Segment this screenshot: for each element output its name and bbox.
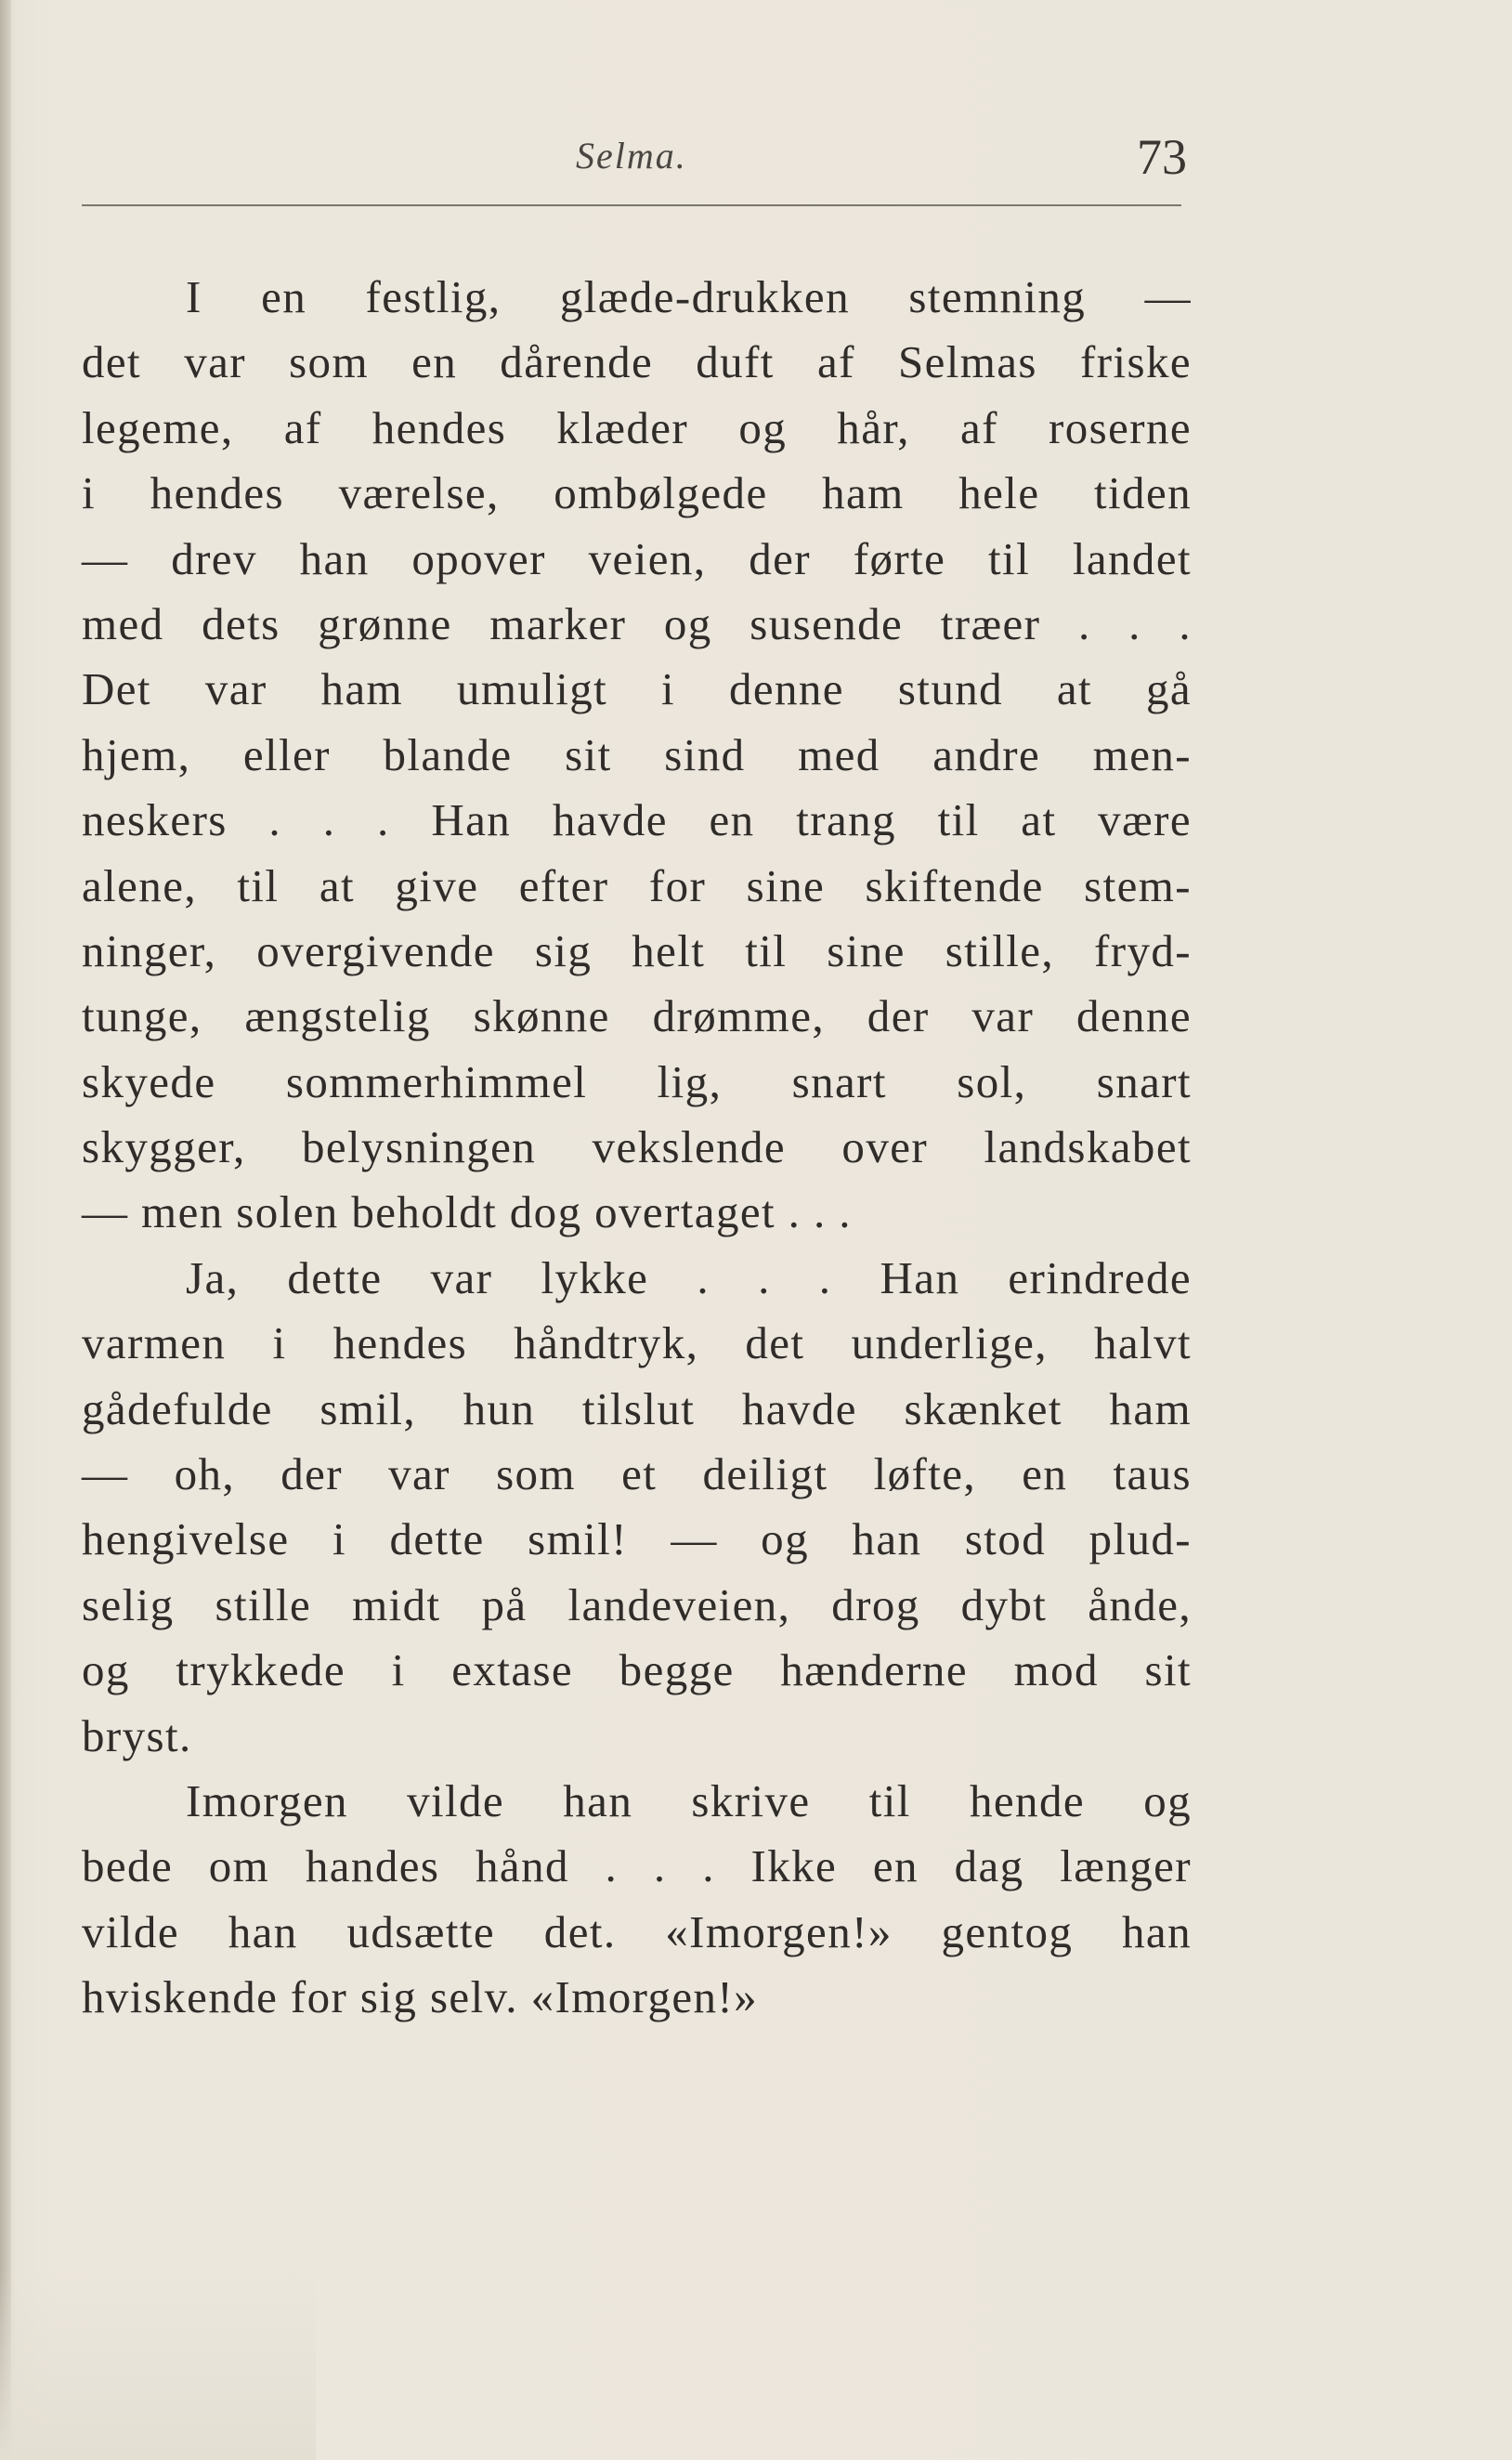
text-line: — drev han opover veien, der førte til landet — [82, 532, 1192, 584]
text-line: gådefulde smil, hun tilslut havde skænket ham — [82, 1382, 1192, 1434]
text-line: alene, til at give efter for sine skiftende stem- — [82, 859, 1192, 911]
text-line: skygger, belysningen vekslende over landskabet — [82, 1121, 1192, 1173]
header-rule — [82, 204, 1181, 206]
text-line: skyede sommerhimmel lig, snart sol, snart — [82, 1055, 1192, 1107]
text-line: Imorgen vilde han skrive til hende og — [186, 1774, 1192, 1826]
text-line: legeme, af hendes klæder og hår, af roserne — [82, 401, 1192, 453]
text-line: ninger, overgivende sig helt til sine stille, fryd- — [82, 924, 1192, 976]
text-line: og trykkede i extase begge hænderne mod sit — [82, 1644, 1192, 1696]
text-line: bede om handes hånd . . . Ikke en dag længer — [82, 1840, 1192, 1892]
text-line: neskers . . . Han havde en trang til at være — [82, 794, 1192, 846]
page-binding-edge — [0, 0, 11, 2460]
text-line: selig stille midt på landeveien, drog dybt ånde, — [82, 1578, 1192, 1630]
text-line: Det var ham umuligt i denne stund at gå — [82, 663, 1192, 715]
text-line: vilde han udsætte det. «Imorgen!» gentog han — [82, 1905, 1192, 1957]
text-line: hviskende for sig selv. «Imorgen!» — [82, 1971, 759, 2023]
page-stain — [0, 2267, 316, 2460]
running-header — [84, 121, 1189, 195]
text-line: i hendes værelse, ombølgede ham hele tiden — [82, 467, 1192, 519]
body-text — [82, 265, 1192, 2031]
text-line: — oh, der var som et deiligt løfte, en taus — [82, 1448, 1192, 1500]
text-line: I en festlig, glæde-drukken stemning — — [186, 271, 1192, 322]
running-title: Selma. — [576, 135, 687, 177]
text-line: med dets grønne marker og susende træer . . . — [82, 597, 1192, 649]
text-line: det var som en dårende duft af Selmas friske — [82, 336, 1192, 388]
text-line: tunge, ængstelig skønne drømme, der var denne — [82, 990, 1192, 1042]
text-line: — men solen beholdt dog overtaget . . . — [82, 1186, 852, 1238]
text-line: hengivelse i dette smil! — og han stod plud- — [82, 1513, 1192, 1565]
text-line: hjem, eller blande sit sind med andre men- — [82, 728, 1192, 780]
text-line: bryst. — [82, 1709, 192, 1761]
page-number: 73 — [1137, 129, 1187, 185]
text-line: Ja, dette var lykke . . . Han erindrede — [186, 1251, 1192, 1303]
text-line: varmen i hendes håndtryk, det underlige, halvt — [82, 1317, 1192, 1369]
